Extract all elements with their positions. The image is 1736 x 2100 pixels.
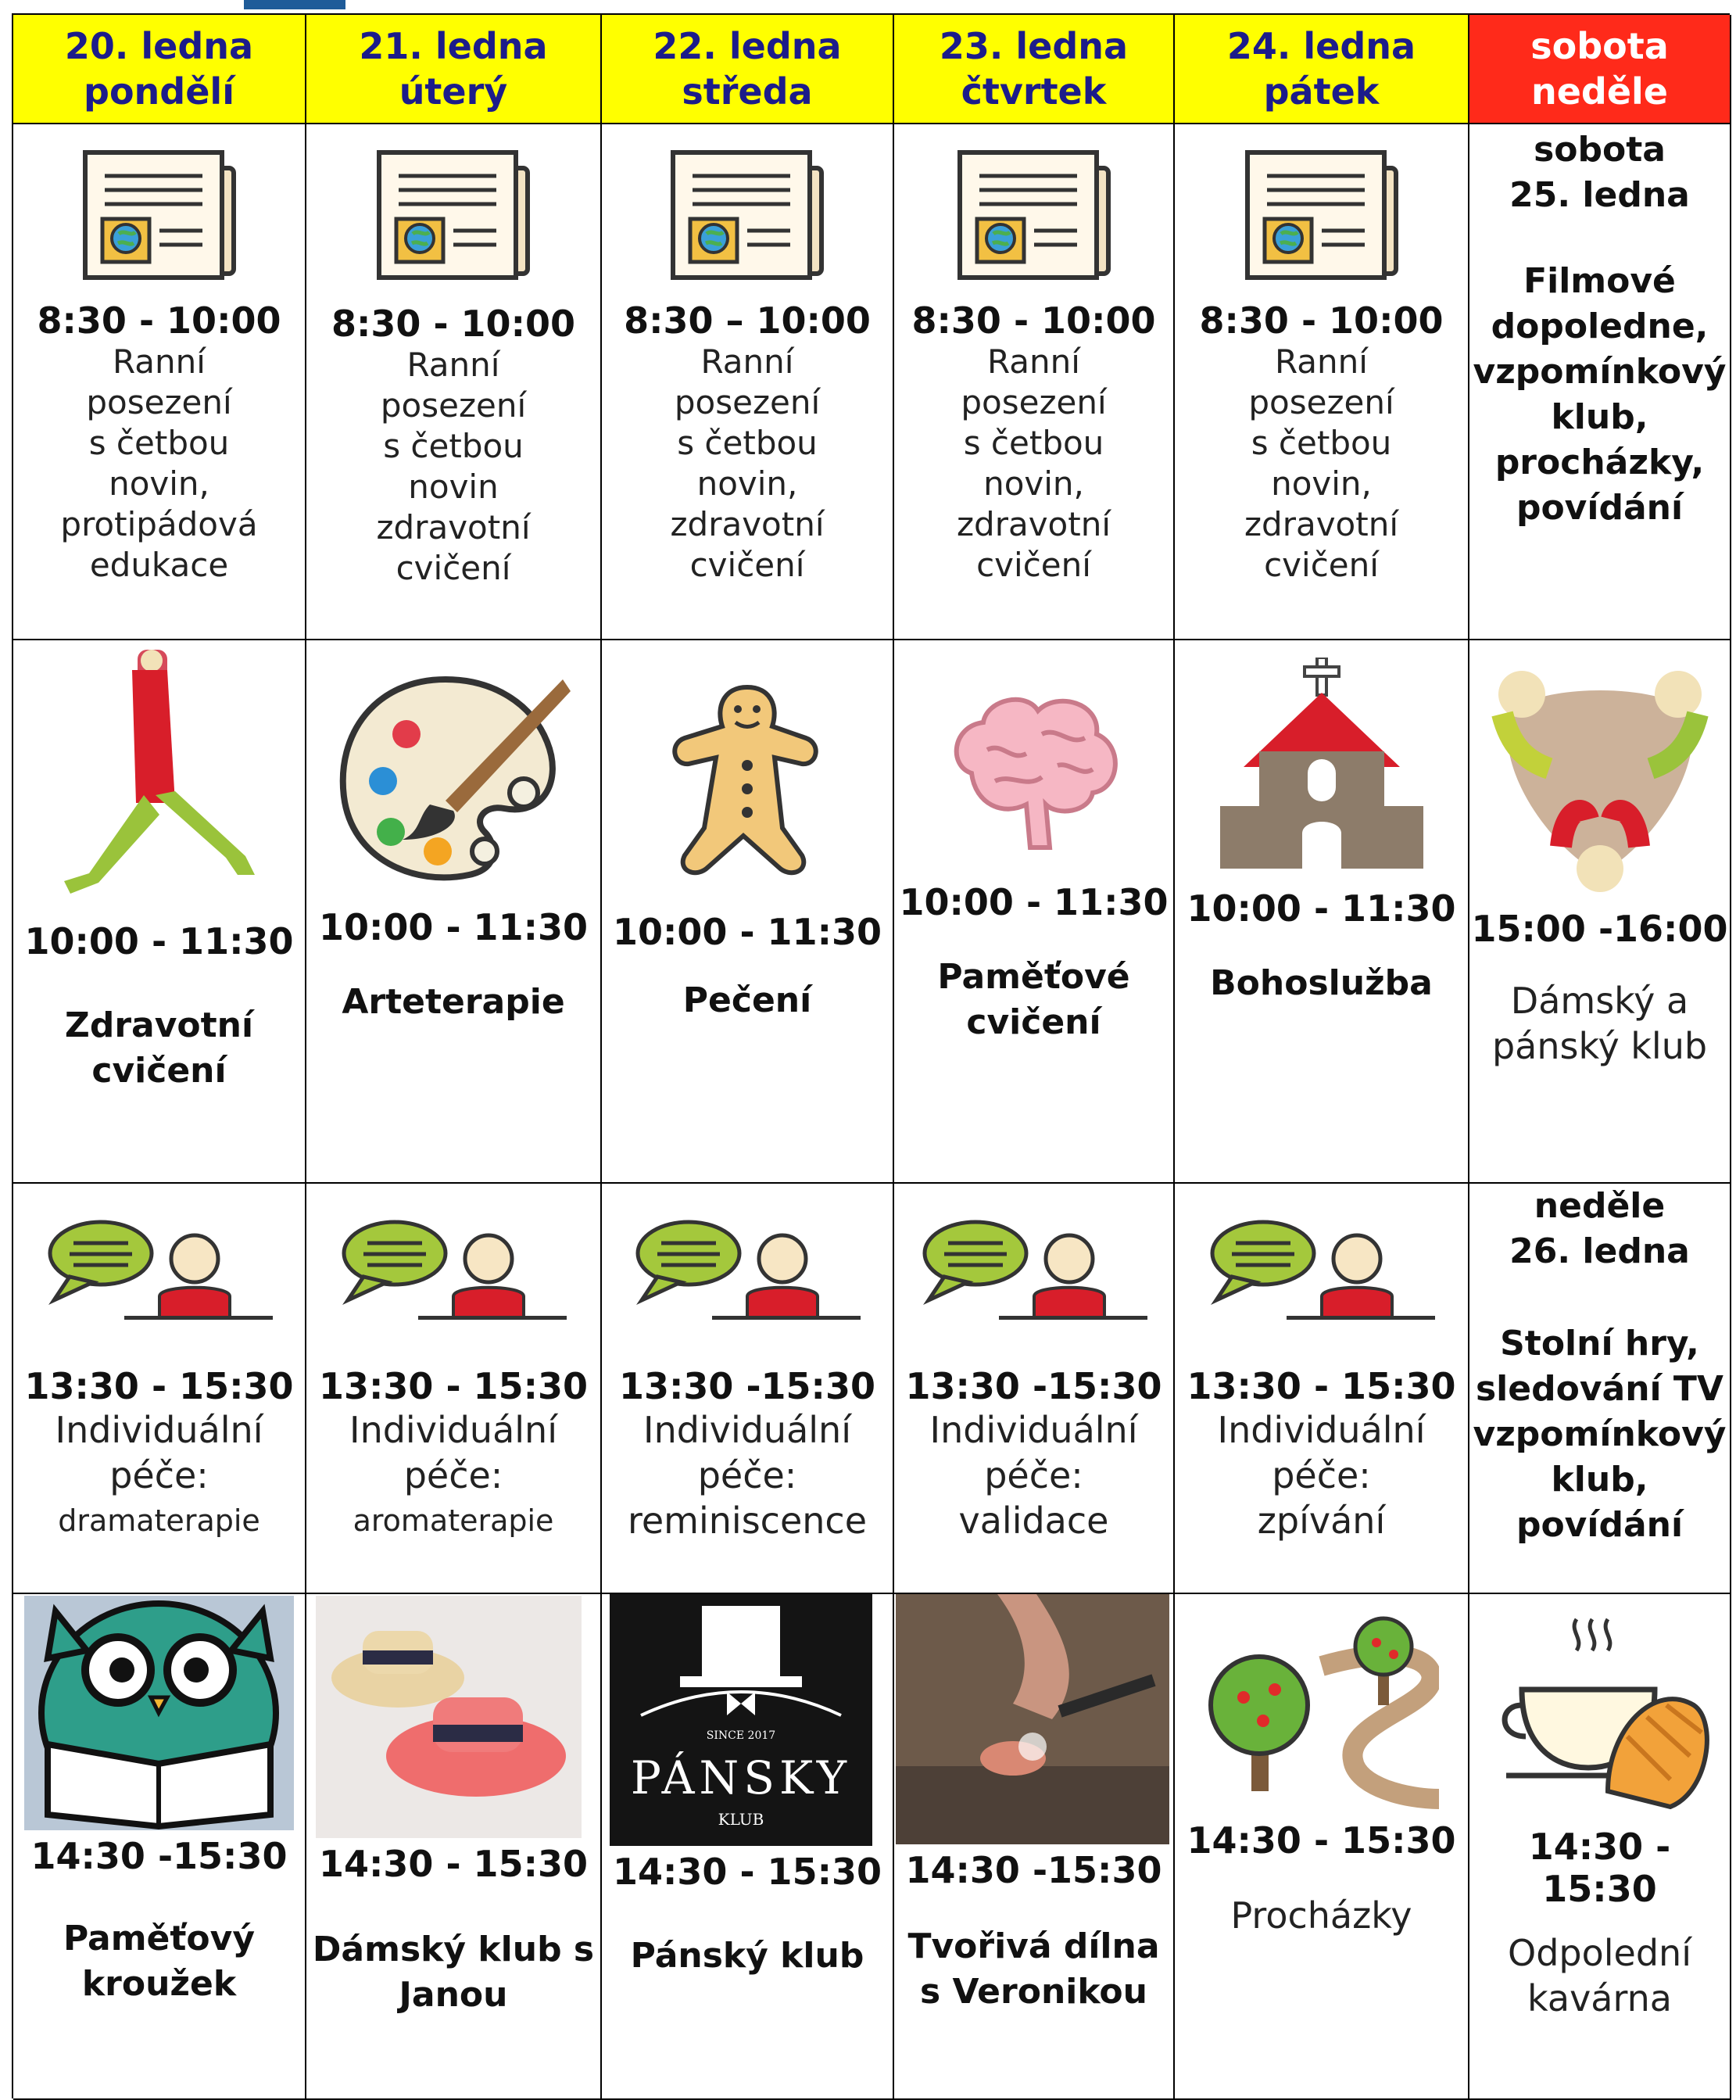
- slot-time: 10:00 - 11:30: [899, 881, 1169, 923]
- morning-slot-5: [1175, 124, 1469, 640]
- header-day-2: [306, 15, 602, 124]
- conversation-icon: [1208, 1218, 1435, 1320]
- slot-time: 13:30 -15:30: [619, 1365, 875, 1407]
- slot-time: 14:30 - 15:30: [613, 1851, 882, 1893]
- pansky-klub-logo: [610, 1594, 872, 1846]
- late-morning-slot-4: [894, 640, 1175, 1184]
- slot-description: Ranní posezení s četbou novin, zdravotní cvičení: [670, 342, 825, 584]
- header-date: 24. ledna: [1226, 25, 1416, 67]
- late-afternoon-slot-1: [13, 1594, 306, 2100]
- newspaper-icon: [1232, 145, 1412, 285]
- slot-title: Dámský a pánský klub: [1491, 980, 1708, 1067]
- header-day-3: [602, 15, 894, 124]
- conversation-icon: [46, 1218, 273, 1320]
- logo-sub: KLUB: [718, 1810, 764, 1829]
- late-afternoon-slot-2: [306, 1594, 602, 2100]
- header-date: 22. ledna: [653, 25, 842, 67]
- sunday-slot: [1469, 1184, 1731, 1594]
- slot-time: 14:30 -15:30: [905, 1849, 1162, 1891]
- late-morning-weekend: [1469, 640, 1731, 1184]
- trees-path-icon: [1204, 1611, 1439, 1815]
- slot-time: 10:00 - 11:30: [319, 906, 588, 948]
- slot-time: 8:30 – 10:00: [624, 299, 871, 342]
- saturday-activities: Filmové dopoledne, vzpomínkový klub, procházky, povídání: [1473, 261, 1727, 528]
- slot-time: 8:30 - 10:00: [37, 299, 281, 342]
- saturday-slot: [1469, 124, 1731, 640]
- late-afternoon-slot-5: [1175, 1594, 1469, 2100]
- slot-title: Dámský klub s Janou: [312, 1930, 595, 2015]
- slot-title: Paměťový kroužek: [63, 1919, 256, 2004]
- newspaper-icon: [944, 145, 1124, 285]
- header-weekday: neděle: [1530, 70, 1669, 113]
- logo-since: SINCE 2017: [706, 1729, 776, 1742]
- header-date: 20. ledna: [64, 25, 254, 67]
- slot-time: 8:30 - 10:00: [1199, 299, 1444, 342]
- late-morning-slot-1: [13, 640, 306, 1184]
- late-morning-slot-5: [1175, 640, 1469, 1184]
- slot-time: 14:30 - 15:30: [319, 1843, 588, 1885]
- slot-time: 13:30 - 15:30: [319, 1365, 588, 1407]
- sunday-label: neděle 26. ledna: [1509, 1186, 1690, 1271]
- slot-title: Bohoslužba: [1210, 963, 1433, 1003]
- weekly-schedule-table: [12, 13, 1730, 2098]
- header-date: 21. ledna: [359, 25, 548, 67]
- yoga-icon: [50, 647, 269, 897]
- newspaper-icon: [363, 145, 543, 285]
- afternoon-slot-1: [13, 1184, 306, 1594]
- conversation-icon: [921, 1218, 1147, 1320]
- late-afternoon-slot-4: [894, 1594, 1175, 2100]
- conversation-icon: [340, 1218, 567, 1320]
- slot-description: Individuální péče: zpívání: [1217, 1409, 1426, 1542]
- group-icon: [1487, 659, 1713, 894]
- slot-description: Individuální péče: dramaterapie: [55, 1409, 263, 1538]
- slot-title: Zdravotní cvičení: [64, 1005, 254, 1091]
- slot-time: 15:00 -16:00: [1471, 908, 1728, 950]
- header-date: sobota: [1530, 25, 1669, 67]
- slot-time: 14:30 - 15:30: [1187, 1819, 1456, 1862]
- slot-description: Individuální péče: reminiscence: [627, 1409, 868, 1542]
- gingerbread-icon: [661, 679, 833, 883]
- afternoon-slot-5: [1175, 1184, 1469, 1594]
- newspaper-icon: [657, 145, 837, 285]
- slot-time: 8:30 - 10:00: [911, 299, 1156, 342]
- slot-time: 10:00 - 11:30: [24, 920, 294, 962]
- saturday-label: sobota 25. ledna: [1509, 130, 1690, 215]
- palette-icon: [328, 664, 578, 898]
- straw-hats-photo: [316, 1596, 582, 1838]
- header-date: 23. ledna: [939, 25, 1129, 67]
- newspaper-icon: [70, 145, 249, 285]
- slot-title: Procházky: [1230, 1894, 1412, 1937]
- morning-slot-4: [894, 124, 1175, 640]
- top-accent-bar: [244, 0, 345, 9]
- header-day-4: [894, 15, 1175, 124]
- conversation-icon: [634, 1218, 861, 1320]
- slot-time: 14:30 -15:30: [30, 1835, 288, 1877]
- header-weekday: pondělí: [84, 70, 234, 113]
- coffee-croissant-icon: [1491, 1611, 1709, 1822]
- afternoon-slot-3: [602, 1184, 894, 1594]
- slot-description: Ranní posezení s četbou novin zdravotní cvičení: [376, 346, 531, 587]
- slot-description: Individuální péče: validace: [929, 1409, 1138, 1542]
- afternoon-slot-2: [306, 1184, 602, 1594]
- owl-reading-icon: [24, 1596, 294, 1830]
- header-weekday: úterý: [399, 70, 508, 113]
- slot-title: Odpolední kavárna: [1508, 1932, 1691, 2019]
- late-afternoon-slot-3: [602, 1594, 894, 2100]
- header-weekday: pátek: [1263, 70, 1380, 113]
- header-weekday: středa: [682, 70, 813, 113]
- slot-description: Ranní posezení s četbou novin, zdravotní cvičení: [956, 342, 1111, 584]
- slot-time: 14:30 - 15:30: [1528, 1826, 1671, 1910]
- header-weekend: [1469, 15, 1731, 124]
- slot-time: 13:30 - 15:30: [1187, 1365, 1456, 1407]
- afternoon-slot-4: [894, 1184, 1175, 1594]
- slot-description: Ranní posezení s četbou novin, protipádová edukace: [60, 342, 258, 584]
- brain-icon: [940, 687, 1128, 859]
- slot-time: 13:30 -15:30: [905, 1365, 1162, 1407]
- header-day-1: [13, 15, 306, 124]
- slot-description: Individuální péče: aromaterapie: [349, 1409, 557, 1538]
- slot-title: Paměťové cvičení: [937, 957, 1130, 1042]
- morning-slot-1: [13, 124, 306, 640]
- church-icon: [1220, 658, 1423, 869]
- slot-time: 13:30 - 15:30: [24, 1365, 294, 1407]
- workshop-photo: [896, 1594, 1169, 1844]
- morning-slot-2: [306, 124, 602, 640]
- late-morning-slot-2: [306, 640, 602, 1184]
- slot-time: 10:00 - 11:30: [1187, 887, 1456, 930]
- slot-title: Arteterapie: [342, 982, 565, 1022]
- slot-time: 8:30 - 10:00: [331, 303, 575, 345]
- sunday-activities: Stolní hry, sledování TV vzpomínkový klub, povídání: [1473, 1324, 1727, 1545]
- late-afternoon-weekend: [1469, 1594, 1731, 2100]
- header-day-5: [1175, 15, 1469, 124]
- header-weekday: čtvrtek: [961, 70, 1107, 113]
- slot-title: Pečení: [682, 980, 812, 1020]
- slot-description: Ranní posezení s četbou novin, zdravotní cvičení: [1244, 342, 1399, 584]
- late-morning-slot-3: [602, 640, 894, 1184]
- slot-title: Pánský klub: [630, 1936, 864, 1976]
- morning-slot-3: [602, 124, 894, 640]
- slot-time: 10:00 - 11:30: [613, 911, 882, 953]
- logo-brand: PÁNSKY: [630, 1751, 852, 1804]
- slot-title: Tvořivá dílna s Veronikou: [907, 1926, 1160, 2012]
